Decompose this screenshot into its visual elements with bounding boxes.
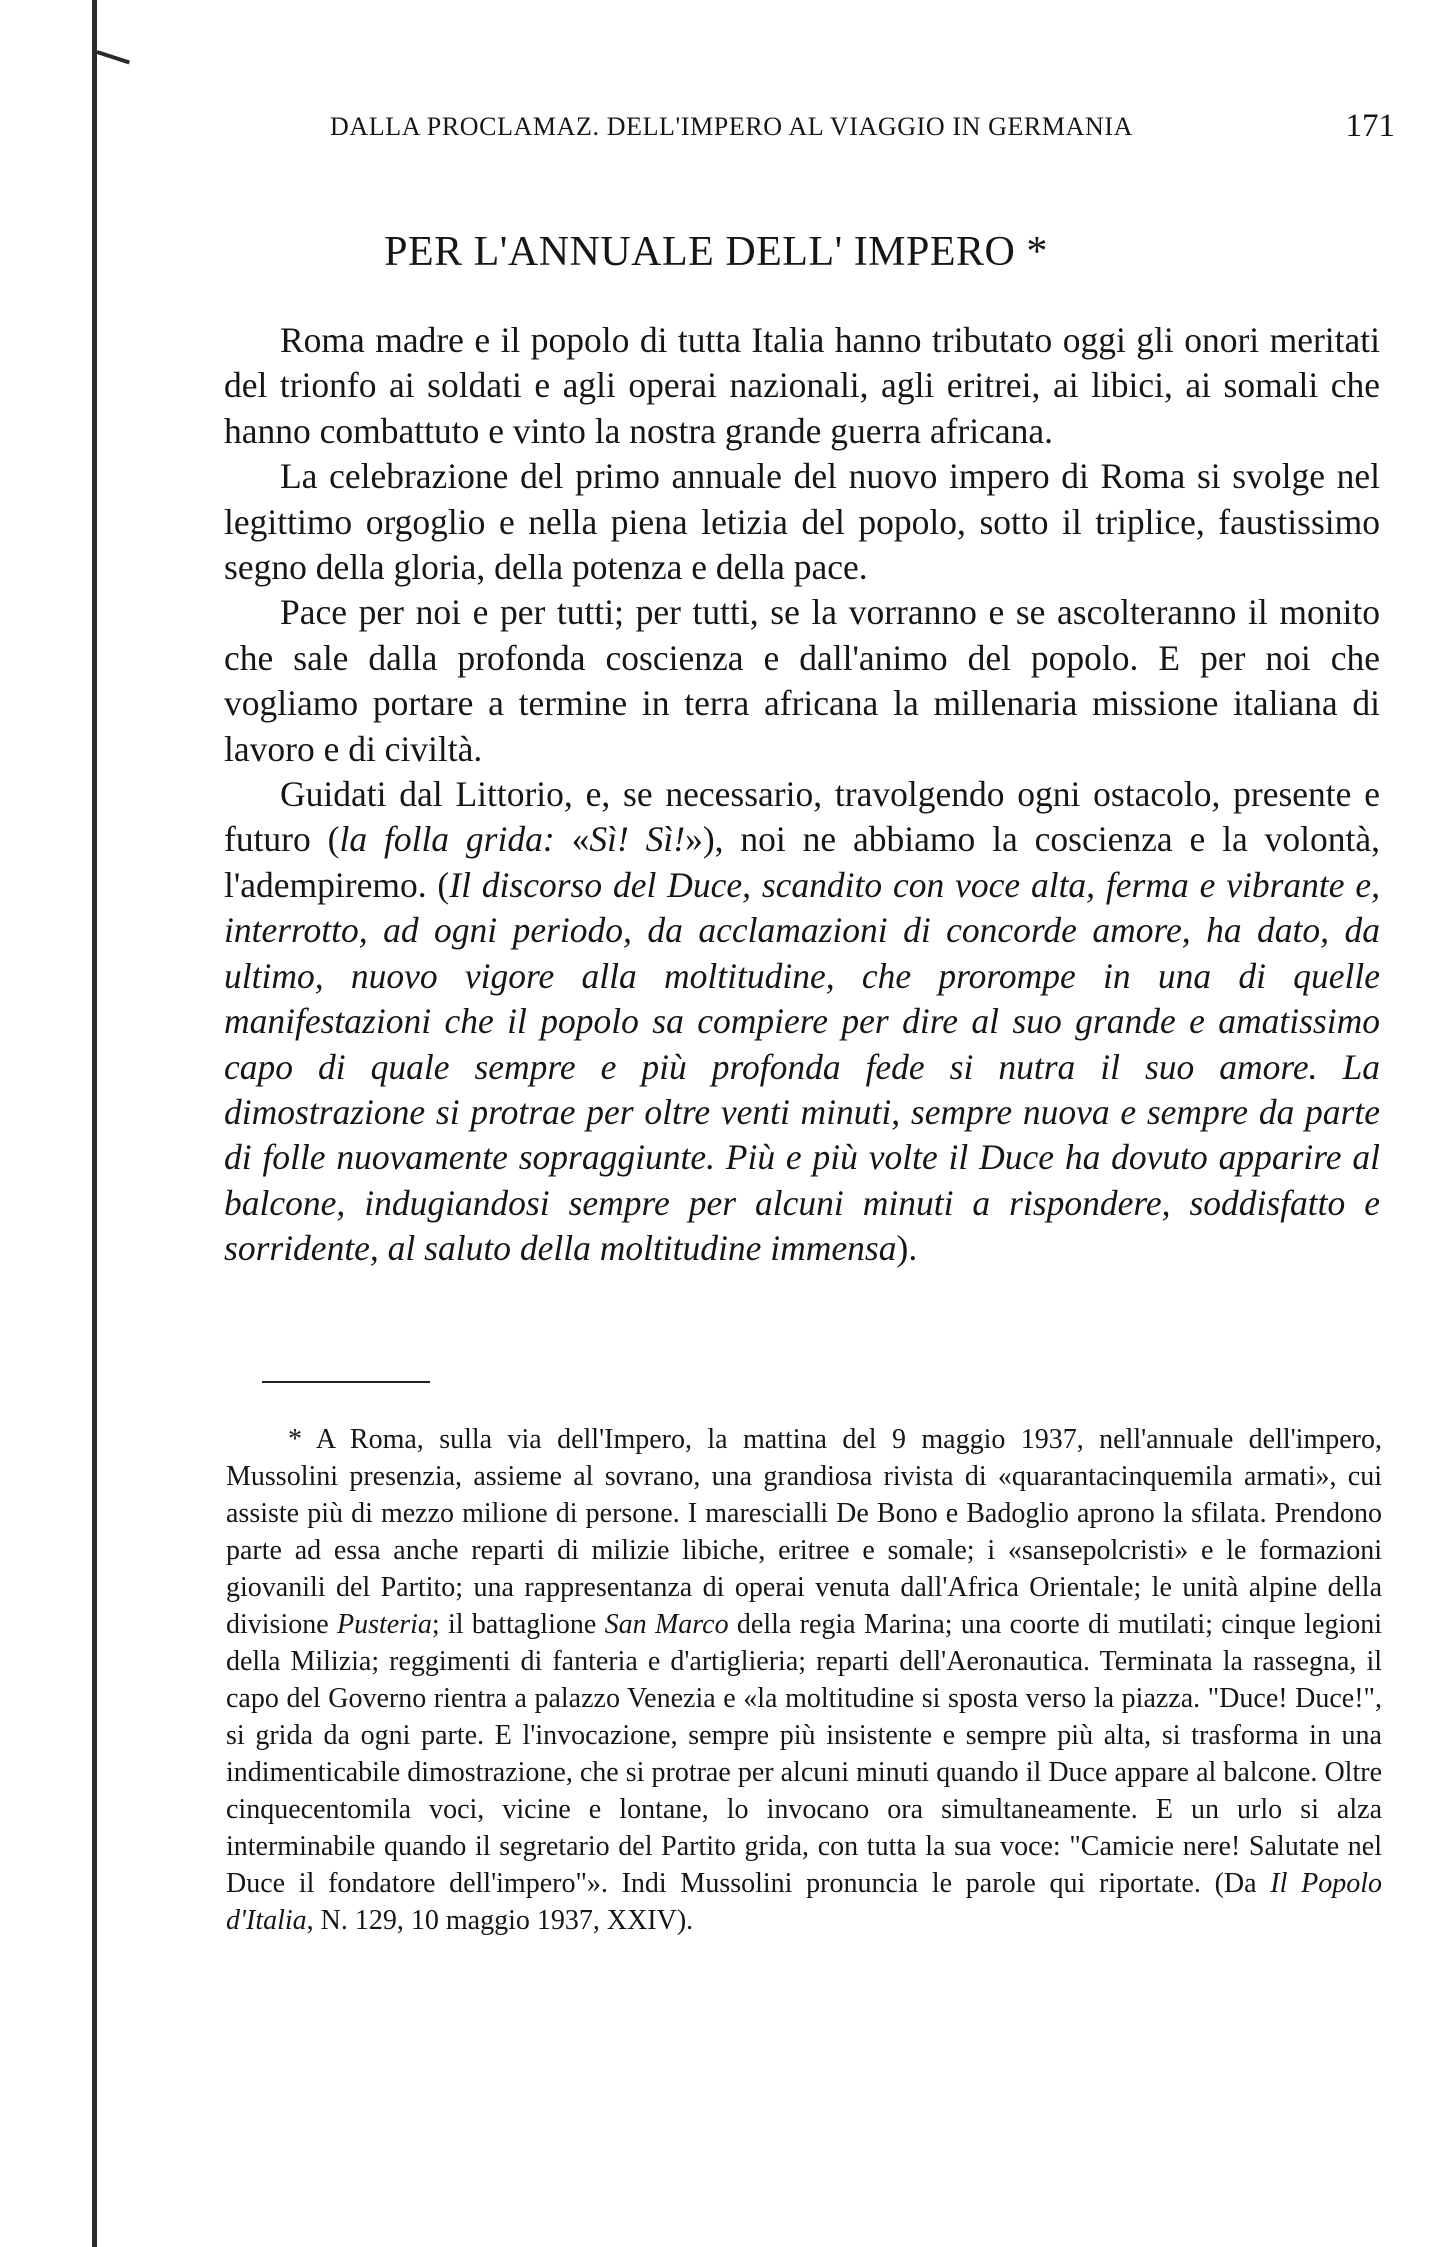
body-paragraph (224, 772, 1380, 1271)
running-head (330, 108, 1395, 148)
italic-text-run: la folla grida: (339, 819, 555, 860)
body-paragraph (224, 318, 1380, 454)
italic-text-run: Il discorso del Duce, scandito con voce alta, ferma e vibrante e, interrotto, ad ogni periodo, da acclamazioni di concorde amore, ha dato, da ultimo, nuovo vigore alla moltitudine, che prorompe in una di quelle manifestazioni che il popolo sa compiere per dire al suo grande e amatissimo capo di quale sempre e più profonda fede si nutra il suo amore. La dimostrazione si protrae per oltre venti minuti, sempre nuova e sempre da parte di folle nuovamente sopraggiunte. Più e più volte il Duce ha dovuto apparire al balcone, indugiandosi sempre per alcuni minuti a rispondere, soddisfatto e sorridente, al saluto della moltitudine immensa (224, 864, 1380, 1269)
text-run: , N. 129, 10 maggio 1937, XXIV). (306, 1905, 694, 1936)
page-number: 171 (1345, 108, 1395, 144)
running-head-title: DALLA PROCLAMAZ. DELL'IMPERO AL VIAGGIO IN GERMANIA (330, 112, 1133, 141)
italic-text-run: Sì! Sì! (589, 819, 686, 860)
body-paragraph (224, 590, 1380, 772)
page-binding-edge (92, 0, 97, 2247)
italic-text-run: San Marco (604, 1609, 729, 1640)
text-run: La celebrazione del primo annuale del nuovo impero di Roma si svolge nel legittimo orgoglio e nella piena letizia del popolo, sotto il triplice, faustissimo segno della gloria, della potenza e della pace. (224, 456, 1380, 588)
text-run: ; il battaglione (431, 1609, 605, 1640)
footnote-rule (262, 1381, 430, 1383)
text-run: Guidati dal Littorio, e, se necessario, travolgendo ogni ostacolo, presente e futuro ( (224, 774, 1380, 860)
text-run: Roma madre e il popolo di tutta Italia hanno tributato oggi gli onori meritati del trionfo ai soldati e agli operai nazionali, agli eritrei, ai libici, ai somali che hanno combattuto e vinto la nostra grande guerra africana. (224, 320, 1380, 451)
article-title: PER L'ANNUALE DELL' IMPERO * (384, 229, 1048, 275)
italic-text-run: Pusteria (337, 1609, 432, 1640)
footnote-paragraph (226, 1421, 1382, 1939)
text-run: ). (896, 1228, 918, 1269)
italic-text-run: Il Popolo d'Italia (226, 1868, 1382, 1936)
footnote (226, 1421, 1382, 1939)
text-run: della regia Marina; una coorte di mutilati; cinque legioni della Milizia; reggimenti di fanteria e d'artiglieria; reparti dell'Aeronautica. Terminata la rassegna, il capo del Governo rientra a palazzo Venezia e «la moltitudine si sposta verso la piazza. "Duce! Duce!", si grida da ogni parte. E l'invocazione, sempre più insistente e sempre più alta, si trasforma in una indimenticabile dimostrazione, che si protrae per alcuni minuti quando il Duce appare al balcone. Oltre cinquecentomila voci, vicine e lontane, lo invocano ora simultaneamente. E un urlo si alza interminabile quando il segretario del Partito grida, con tutta la sua voce: "Camicie nere! Salutate nel Duce il fondatore dell'impero"». Indi Mussolini pronuncia le parole qui riportate. (Da (226, 1609, 1382, 1899)
article-body (224, 318, 1380, 1272)
body-paragraph (224, 454, 1380, 590)
text-run: »), noi ne abbiamo la coscienza e la volontà, l'adempiremo. ( (224, 819, 1381, 905)
text-run: « (554, 819, 590, 860)
text-run: * A Roma, sulla via dell'Impero, la mattina del 9 maggio 1937, nell'annuale dell'impero, Mussolini presenzia, assieme al sovrano, una grandiosa rivista di «quarantacinquemila armati», cui assiste più di mezzo milione di persone. I marescialli De Bono e Badoglio aprono la sfilata. Prendono parte ad essa anche reparti di milizie libiche, eritree e somale; i «sansepolcristi» e le formazioni giovanili del Partito; una rappresentanza di operai venuta dall'Africa Orientale; le unità alpine della divisione (226, 1424, 1382, 1640)
binding-mark (96, 50, 130, 64)
text-run: Pace per noi e per tutti; per tutti, se la vorranno e se ascolteranno il monito che sale dalla profonda coscienza e dall'animo del popolo. E per noi che vogliamo portare a termine in terra africana la millenaria missione italiana di lavoro e di civiltà. (224, 592, 1380, 769)
